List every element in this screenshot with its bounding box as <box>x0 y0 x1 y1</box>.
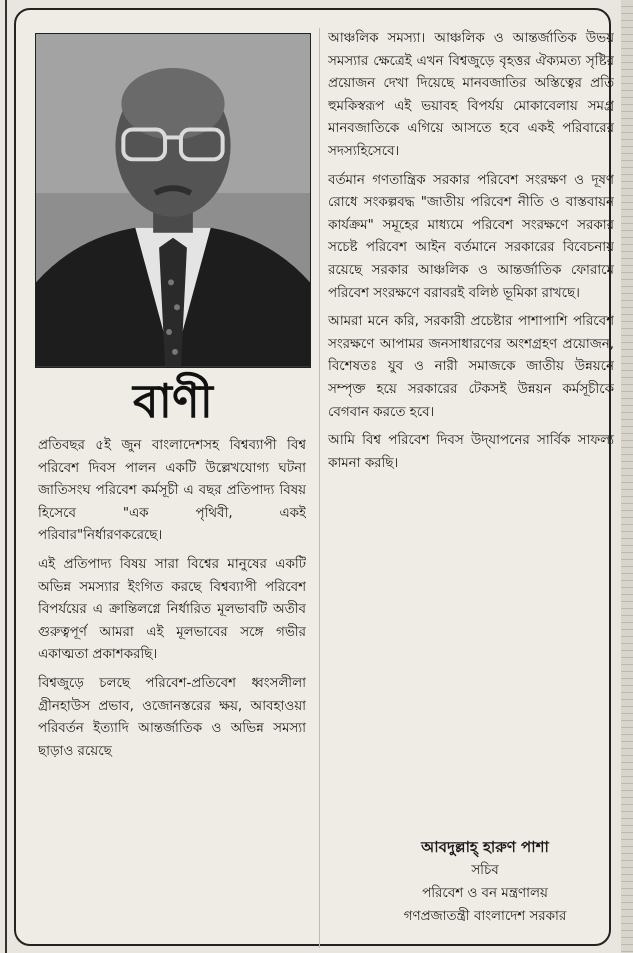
left-text-column <box>38 435 306 953</box>
column-divider <box>319 28 320 948</box>
paragraph: বর্তমান গণতান্ত্রিক সরকার পরিবেশ সংরক্ষণ ও দূষণ রোধে সংকল্পবদ্ধ "জাতীয় পরিবেশ নীতি ও বাস্তবায়ন কার্যক্রম" সমূহের মাধ্যমে পরিবেশ সংরক্ষণে সরকার সচেষ্ট পরিবেশ আইন বর্তমানে সরকারের বিবেচনায় রয়েছে সরকার আঞ্চলিক ও আন্তর্জাতিক ফোরামে পরিবেশ সংরক্ষণে বরাবরই বলিষ্ঠ ভূমিকা রাখছে। <box>328 172 614 301</box>
paragraph: প্রতিবছর ৫ই জুন বাংলাদেশসহ বিশ্বব্যাপী বিশ্ব পরিবেশ দিবস পালন একটি উল্লেখযোগ্য ঘটনা জাতিসংঘ পরিবেশ কর্মসূচী এ বছর প্রতিপাদ্য বিষয় হিসেবে "এক পৃথিবী, একই পরিবার"নির্ধারণকরেছে। <box>38 438 306 544</box>
paragraph: আমরা মনে করি, সরকারী প্রচেষ্টার পাশাপাশি পরিবেশ সংরক্ষণে আপামর জনসাধারণের অংশগ্রহণ প্রয়োজন, বিশেষতঃ যুব ও নারী সমাজকে জাতীয় উন্নয়নে সম্পৃক্ত হয়ে সরকারের টেকসই উন্নয়ন কর্মসূচীকে বেগবান করতে হবে। <box>328 314 614 420</box>
ministry-name: পরিবেশ ও বন মন্ত্রণালয় <box>422 886 548 901</box>
paragraph: আমি বিশ্ব পরিবেশ দিবস উদ্‌যাপনের সার্বিক সাফল্য কামনা করছি। <box>328 433 614 471</box>
signatory-name: আবদুল্লাহ্‌ হারুণ পাশা <box>421 838 549 856</box>
paragraph: এই প্রতিপাদ্য বিষয় সারা বিশ্বের মানুষের একটি অভিন্ন সমস্যার ইংগিত করছে বিশ্বব্যাপী পরিবেশ বিপর্যয়ের এ ক্রান্তিলগ্নে নির্ধারিত মূলভাবটি অতীব গুরুত্বপূর্ণ আমরা এই মূলভাবের সঙ্গে গভীর একাত্মতা প্রকাশকরছি। <box>38 556 306 663</box>
message-title: বাণী <box>133 374 213 428</box>
signatory-designation: সচিব <box>471 863 499 878</box>
message-box <box>14 8 614 946</box>
adjacent-page-edge <box>621 0 633 953</box>
adjacent-column-edge <box>0 0 7 953</box>
government-name: গণপ্রজাতন্ত্রী বাংলাদেশ সরকার <box>403 909 567 924</box>
signature-block <box>328 836 614 951</box>
paragraph: বিশ্বজুড়ে চলছে পরিবেশ-প্রতিবেশ ধ্বংসলীলা গ্রীনহাউস প্রভাব, ওজোনস্তরের ক্ষয়, আবহাওয়া পরিবর্তন ইত্যাদি আন্তর্জাতিক ও অভিন্ন সমস্যা ছাড়াও রয়েছে <box>38 675 306 759</box>
right-text-column <box>328 28 614 833</box>
paragraph: আঞ্চলিক সমস্যা। আঞ্চলিক ও আন্তর্জাতিক উভয় সমস্যার ক্ষেত্রেই এখন বিশ্বজুড়ে বৃহত্তর ঐক্যমত্য সৃষ্টির প্রয়োজন দেখা দিয়েছে মানবজাতির অস্তিত্বের প্রতি হুমকিস্বরূপ এই ভয়াবহ বিপর্যয় মোকাবেলায় সমগ্র মানবজাতিকে এগিয়ে আসতে হবে একই পরিবারের সদস্যহিসেবে। <box>328 31 614 159</box>
portrait-photo <box>35 33 311 368</box>
